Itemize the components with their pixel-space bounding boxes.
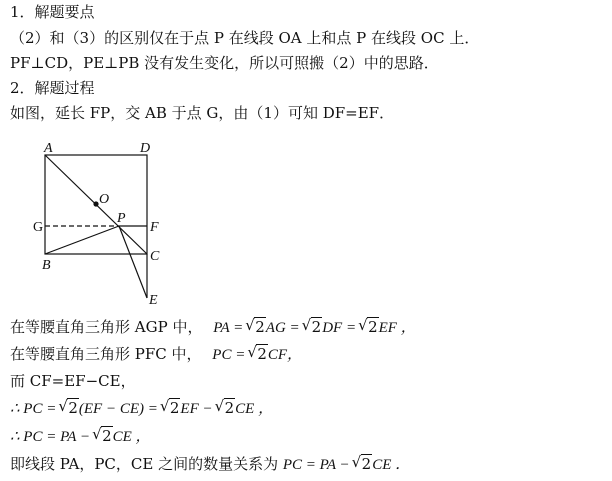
- equation-3: 而 CF=EF−CE，: [10, 372, 136, 390]
- label-g: G: [33, 220, 44, 235]
- equation-5: ∴ PC = PA −√ 2CE ，: [10, 426, 151, 447]
- label-e: E: [149, 293, 158, 308]
- line-5: 如图，延长 FP，交 AB 于点 G，由（1）可知 DF=EF．: [10, 104, 395, 122]
- line-4: 2．解题过程: [10, 79, 95, 97]
- equation-2: 在等腰直角三角形 PFC 中， PC =√ 2CF，: [10, 344, 302, 365]
- label-p: P: [117, 211, 126, 226]
- equation-4: ∴ PC =√ 2(EF − CE) =√ 2EF −√ 2CE ，: [10, 398, 273, 419]
- label-c: C: [150, 249, 160, 264]
- line-1: 1．解题要点: [10, 3, 95, 21]
- point-o: [93, 201, 98, 206]
- label-b: B: [42, 258, 51, 273]
- label-d: D: [140, 141, 151, 156]
- label-f: F: [150, 220, 159, 235]
- label-a: A: [44, 141, 53, 156]
- equation-6: 即线段 PA，PC，CE 之间的数量关系为 PC = PA −√ 2CE ．: [10, 454, 410, 475]
- line-3: PF⊥CD，PE⊥PB 没有发生变化，所以可照搬（2）中的思路．: [10, 54, 439, 72]
- label-o: O: [99, 192, 110, 207]
- equation-1: 在等腰直角三角形 AGP 中， PA =√ 2AG =√ 2DF =√ 2EF ，: [10, 317, 416, 338]
- segment-bp: [45, 226, 119, 254]
- segment-pe: [119, 226, 147, 298]
- line-2: （2）和（3）的区别仅在于点 P 在线段 OA 上和点 P 在线段 OC 上．: [10, 29, 480, 47]
